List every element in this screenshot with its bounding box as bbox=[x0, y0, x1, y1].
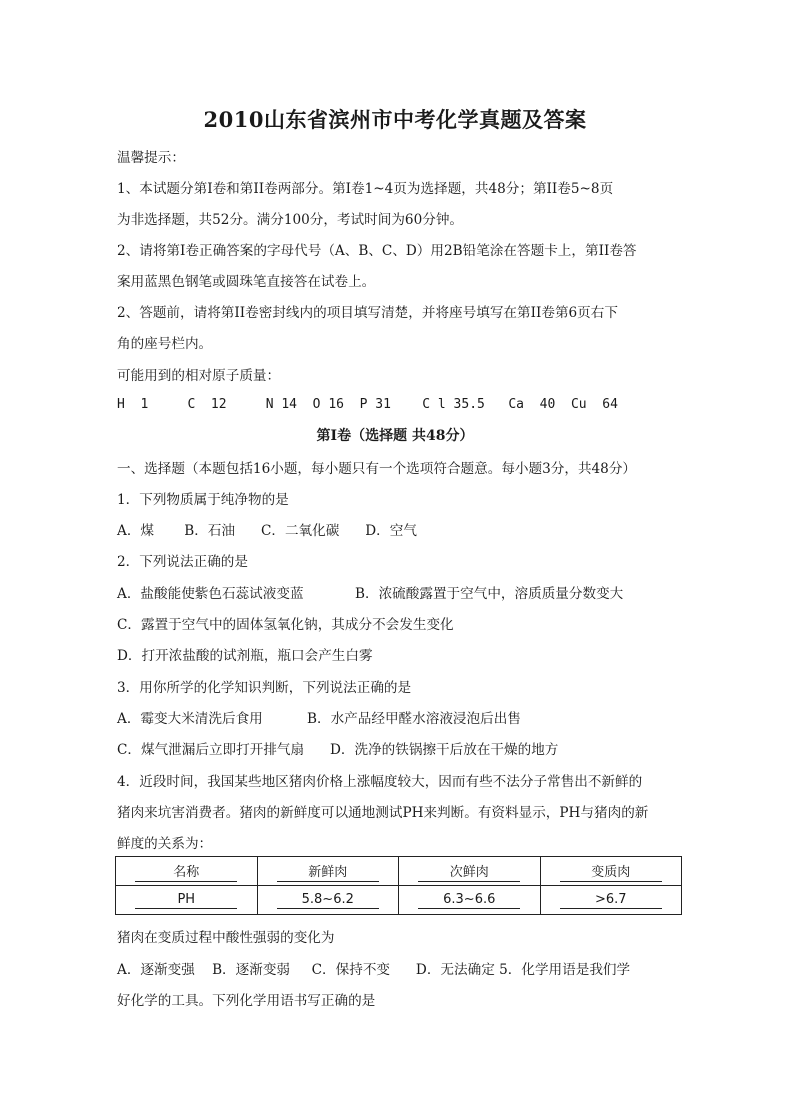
instructions: 一、选择题（本题包括16小题，每小题只有一个选项符合题意。每小题3分，共48分） bbox=[117, 461, 637, 477]
option-c: C．露置于空气中的固体氢氧化钠，其成分不会发生变化 bbox=[117, 617, 454, 633]
table-header-cell: 次鲜肉 bbox=[399, 857, 541, 886]
question-stem: 2．下列说法正确的是 bbox=[117, 554, 248, 570]
question-options: A．煤 B．石油 C．二氧化碳 D．空气 bbox=[117, 523, 417, 539]
document-title: 2010山东省滨州市中考化学真题及答案 bbox=[203, 107, 587, 132]
option-b: B．浓硫酸露置于空气中，溶质质量分数变大 bbox=[355, 586, 624, 602]
option-a: A．盐酸能使紫色石蕊试液变蓝 bbox=[117, 586, 304, 602]
option-d: D．打开浓盐酸的试剂瓶，瓶口会产生白雾 bbox=[117, 648, 373, 664]
question-stem: 3．用你所学的化学知识判断，下列说法正确的是 bbox=[117, 680, 412, 696]
tips-line: 为非选择题，共52分。满分100分，考试时间为60分钟。 bbox=[117, 212, 464, 228]
question-stem: 猪肉在变质过程中酸性强弱的变化为 bbox=[117, 930, 335, 946]
table-cell: >6.7 bbox=[540, 886, 682, 915]
tips-line: 1、本试题分第I卷和第II卷两部分。第I卷1~4页为选择题，共48分；第II卷5~8页 bbox=[117, 181, 614, 197]
question-options: A．逐渐变强 B．逐渐变弱 C．保持不变 D．无法确定 5．化学用语是我们学 bbox=[117, 962, 631, 978]
question-stem: 好化学的工具。下列化学用语书写正确的是 bbox=[117, 993, 376, 1009]
table-header-row bbox=[116, 857, 682, 886]
question-stem: 猪肉来坑害消费者。猪肉的新鲜度可以通地测试PH来判断。有资料显示，PH与猪肉的新 bbox=[117, 805, 649, 821]
option-c: C．煤气泄漏后立即打开排气扇 bbox=[117, 742, 305, 758]
table-cell: PH bbox=[116, 886, 258, 915]
table-row bbox=[116, 886, 682, 915]
option-a: A．霉变大米清洗后食用 bbox=[117, 711, 263, 727]
tips-line: 角的座号栏内。 bbox=[117, 336, 213, 352]
option-d: D．洗净的铁锅擦干后放在干燥的地方 bbox=[330, 742, 559, 758]
table-cell: 6.3~6.6 bbox=[399, 886, 541, 915]
table-header-cell: 变质肉 bbox=[540, 857, 682, 886]
question-stem: 鲜度的关系为： bbox=[117, 836, 213, 852]
table-header-cell: 名称 bbox=[116, 857, 258, 886]
question-stem: 4．近段时间，我国某些地区猪肉价格上涨幅度较大，因而有些不法分子常售出不新鲜的 bbox=[117, 774, 643, 790]
tips-heading: 温馨提示： bbox=[117, 150, 185, 166]
option-b: B．水产品经甲醛水溶液浸泡后出售 bbox=[307, 711, 521, 727]
tips-line: 案用蓝黑色钢笔或圆珠笔直接答在试卷上。 bbox=[117, 274, 376, 290]
table-header-cell: 新鲜肉 bbox=[257, 857, 399, 886]
tips-line: 2、请将第I卷正确答案的字母代号（A、B、C、D）用2B铅笔涂在答题卡上，第II卷答 bbox=[117, 243, 637, 259]
atomic-mass-heading: 可能用到的相对原子质量： bbox=[117, 368, 281, 384]
atomic-mass-values: H 1 C 12 N 14 O 16 P 31 C l 35.5 Ca 40 Cu 64 bbox=[117, 397, 618, 412]
table-cell: 5.8~6.2 bbox=[257, 886, 399, 915]
question-stem: 1．下列物质属于纯净物的是 bbox=[117, 492, 289, 508]
section-heading: 第I卷（选择题 共48分） bbox=[316, 428, 474, 444]
ph-freshness-table bbox=[115, 856, 682, 915]
tips-line: 2、答题前，请将第II卷密封线内的项目填写清楚，并将座号填写在第II卷第6页右下 bbox=[117, 305, 618, 321]
